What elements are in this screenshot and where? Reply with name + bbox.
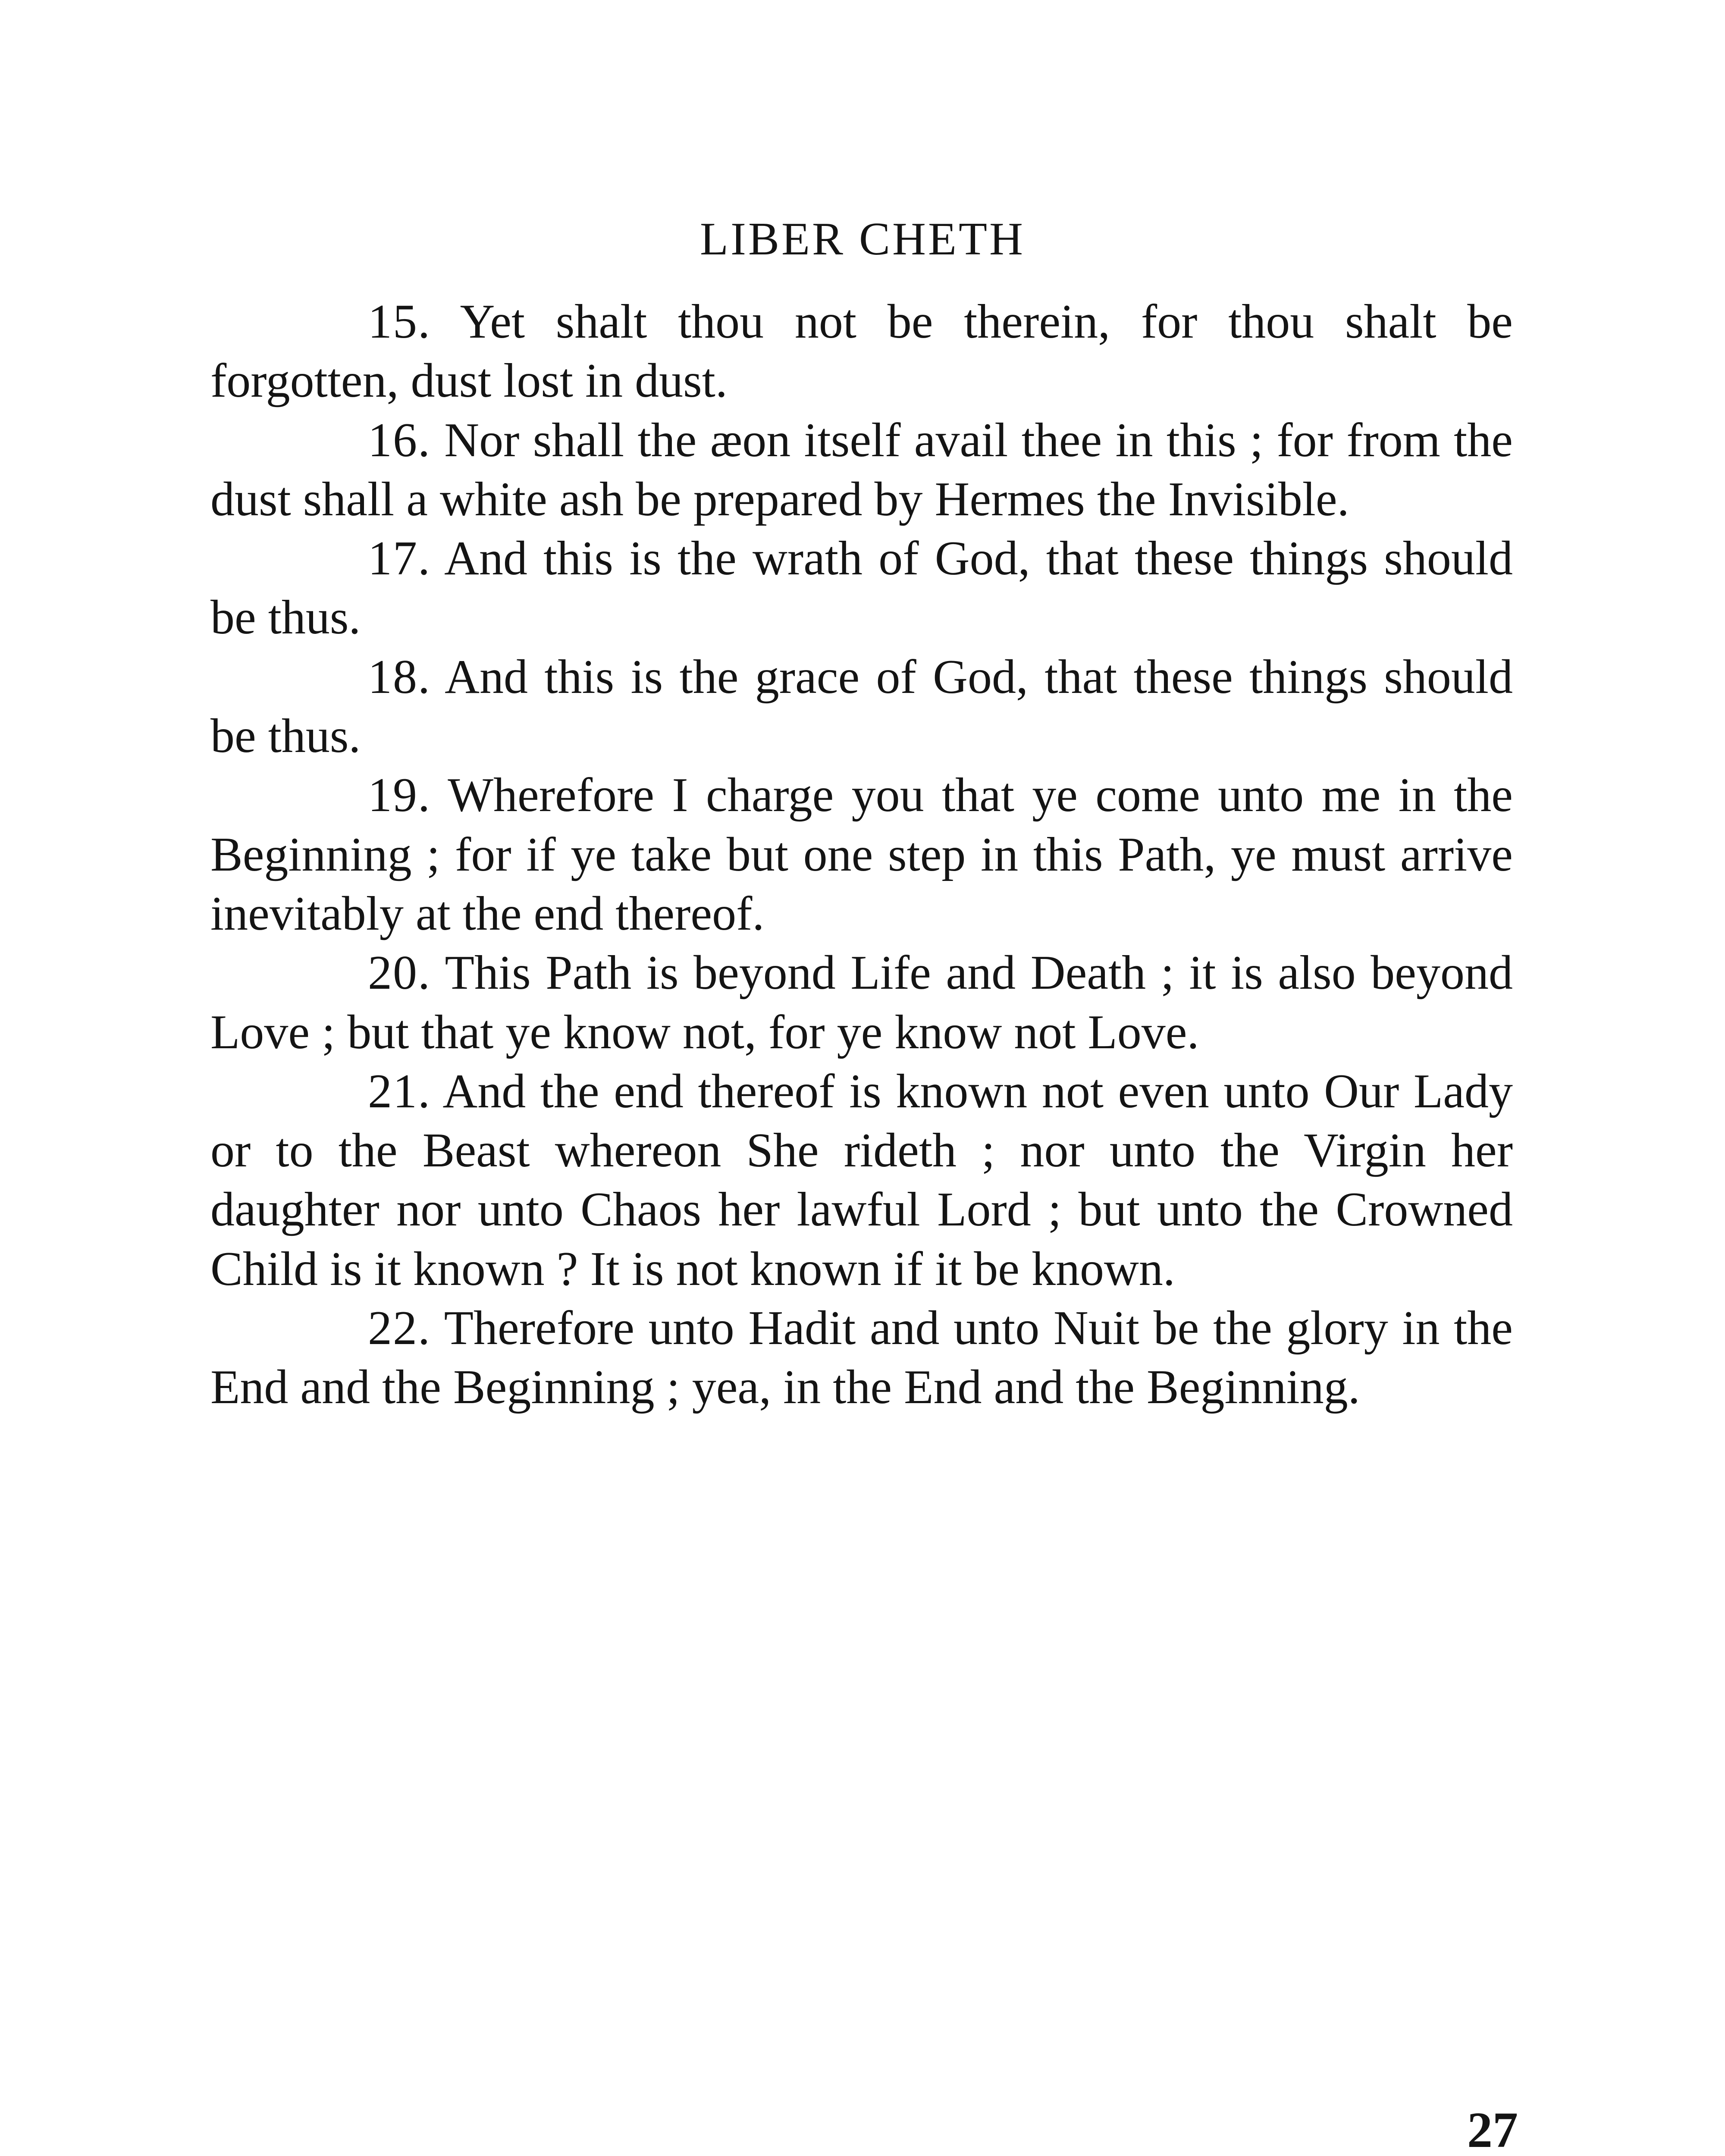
verse-22 [210, 1299, 1513, 1417]
verse-text: Therefore unto Hadit and unto Nuit be the glory in the End and the Beginning ; yea, in the End and the Beginning. [210, 1301, 1513, 1414]
verse-number: 15. [368, 295, 431, 348]
verse-21 [210, 1062, 1513, 1299]
verse-15 [210, 292, 1513, 411]
verse-text: And the end thereof is known not even unto Our Lady or to the Beast whereon She rideth ; nor unto the Virgin her daughter nor unto Chaos her lawful Lord ; but unto the Crowned Child is it known ? It is not known if it be known. [210, 1064, 1513, 1296]
verse-number: 17. [368, 532, 431, 586]
verse-text: Nor shall the æon itself avail thee in this ; for from the dust shall a white ash be prepared by Hermes the Invisible. [210, 413, 1513, 526]
verse-19 [210, 766, 1513, 943]
verse-text: This Path is beyond Life and Death ; it is also beyond Love ; but that ye know not, for ye know not Love. [210, 946, 1513, 1059]
verse-number: 19. [368, 768, 431, 822]
verse-number: 18. [368, 650, 431, 704]
verse-text: Yet shalt thou not be therein, for thou shalt be forgotten, dust lost in dust. [210, 295, 1513, 408]
page-number: 27 [1467, 2102, 1518, 2156]
verse-text: And this is the grace of God, that these things should be thus. [210, 650, 1513, 763]
running-head: LIBER CHETH [700, 213, 1025, 265]
verse-number: 20. [368, 946, 431, 1000]
verse-list [210, 292, 1513, 1417]
verse-18 [210, 648, 1513, 766]
verse-number: 16. [368, 413, 431, 467]
verse-text: Wherefore I charge you that ye come unto me in the Beginning ; for if ye take but one step in this Path, ye must arrive inevitably at the end thereof. [210, 768, 1513, 940]
verse-16 [210, 411, 1513, 530]
verse-text: And this is the wrath of God, that these things should be thus. [210, 532, 1513, 645]
verse-20 [210, 943, 1513, 1062]
verse-number: 22. [368, 1301, 431, 1355]
verse-17 [210, 529, 1513, 648]
verse-number: 21. [368, 1064, 431, 1118]
